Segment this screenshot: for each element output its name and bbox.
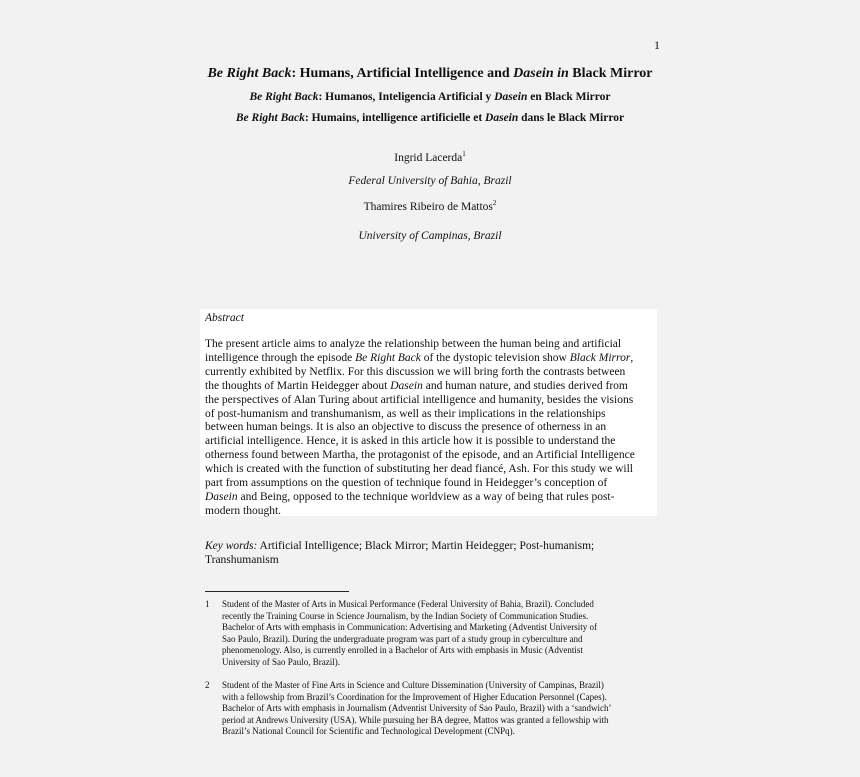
- abstract-italic: Black Mirror: [569, 351, 631, 364]
- abstract-italic: Dasein: [390, 379, 423, 392]
- footnote-line: recently the Training Course in Science Journalism, by the Indian Society of Communication Studies.: [222, 610, 589, 621]
- subtitle-fr-italic-1: Be Right Back: [235, 112, 305, 124]
- abstract-body: [205, 338, 657, 519]
- footnote-text: [222, 680, 657, 738]
- keywords: [205, 539, 657, 567]
- abstract-line: [205, 352, 657, 366]
- footnote-text: [222, 599, 657, 669]
- title-italic-1: Be Right Back: [207, 66, 292, 81]
- abstract-line: currently exhibited by Netflix. For this discussion we will bring forth the contrasts between: [205, 365, 626, 378]
- author-1-name: Ingrid Lacerda: [394, 152, 463, 164]
- paper-title: [0, 66, 860, 82]
- abstract-italic: Dasein: [205, 490, 238, 503]
- keywords-line: [205, 539, 657, 553]
- footnote-number: 1: [205, 599, 210, 609]
- subtitle-spanish: [0, 91, 860, 103]
- subtitle-fr-text-2: : Humains, intelligence artificielle et: [304, 112, 486, 124]
- footnote-separator: [205, 591, 349, 592]
- title-italic-3: Dasein in: [513, 66, 569, 81]
- abstract-line: [205, 491, 657, 505]
- abstract-text: intelligence through the episode: [205, 351, 356, 364]
- abstract-line: which is created with the function of substituting her dead fiancé, Ash. For this study we will: [205, 463, 633, 476]
- abstract-text: the thoughts of Martin Heidegger about: [205, 379, 391, 392]
- author-1-footnote-mark[interactable]: 1: [462, 150, 466, 159]
- title-text-2: : Humans, Artificial Intelligence and: [291, 66, 514, 81]
- keywords-line: Transhumanism: [205, 554, 279, 566]
- abstract-line: the perspectives of Alan Turing about artificial intelligence and humanity, besides the visions: [205, 393, 634, 406]
- footnote-line: Student of the Master of Arts in Musical Performance (Federal University of Bahia, Brazil). Concluded: [222, 599, 594, 609]
- abstract-line: artificial intelligence. Hence, it is asked in this article how it is possible to understand the: [205, 435, 616, 448]
- subtitle-es-text-4: en Black Mirror: [527, 91, 611, 103]
- subtitle-es-italic-3: Dasein: [494, 91, 528, 103]
- abstract-text: and human nature, and studies derived from: [422, 379, 628, 392]
- abstract-line: modern thought.: [205, 504, 282, 517]
- footnote-line: Sao Paulo, Brazil). During the undergraduate program was part of a study group in cyberculture and: [222, 633, 583, 644]
- abstract-line: between human beings. It is also an objective to discuss the presence of otherness in an: [205, 421, 607, 434]
- footnote-line: phenomenology. Also, is currently enrolled in a Bachelor of Arts with emphasis in Music (Adventist: [222, 645, 583, 656]
- footnote-line: Bachelor of Arts with emphasis in Journalism (Adventist University of Sao Paulo, Brazil) with a ‘sandwich’: [222, 703, 612, 714]
- subtitle-es-text-2: : Humanos, Inteligencia Artificial y: [318, 91, 495, 103]
- abstract-italic: Be Right Back: [355, 351, 421, 364]
- footnote-line: University of Sao Paulo, Brazil).: [222, 656, 340, 667]
- author-2-footnote-mark[interactable]: 2: [492, 199, 497, 208]
- footnote-line: Bachelor of Arts with emphasis in Communication: Advertising and Marketing (Adventist University of: [222, 622, 597, 633]
- subtitle-french: [0, 112, 860, 124]
- abstract-text: and Being, opposed to the technique worldview as a way of being that rules post-: [237, 490, 615, 503]
- page-number: 1: [654, 38, 660, 52]
- subtitle-fr-text-4: dans le Black Mirror: [518, 112, 625, 124]
- footnote-line: period at Andrews University (USA). While pursuing her BA degree, Mattos was granted a fellowship with: [222, 714, 609, 725]
- author-1: [0, 152, 860, 164]
- subtitle-es-italic-1: Be Right Back: [249, 91, 319, 103]
- subtitle-fr-italic-3: Dasein: [485, 112, 519, 124]
- footnote-number: 2: [205, 680, 210, 690]
- keywords-label: Key words:: [205, 540, 258, 552]
- footnote-line: Brazil’s National Council for Scientific and Technological Development (CNPq).: [222, 726, 515, 737]
- author-2: [0, 201, 860, 213]
- abstract-line: part from assumptions on the question of technique found in Heidegger’s conception of: [205, 477, 608, 490]
- keywords-text: Artificial Intelligence; Black Mirror; Martin Heidegger; Post-humanism;: [257, 540, 595, 552]
- abstract-text: of the dystopic television show: [420, 351, 570, 364]
- abstract-line: The present article aims to analyze the relationship between the human being and artificial: [205, 338, 622, 350]
- title-text-4: Black Mirror: [568, 66, 653, 81]
- abstract-text: ,: [630, 351, 634, 364]
- author-1-affiliation: Federal University of Bahia, Brazil: [348, 175, 512, 187]
- author-2-name: Thamires Ribeiro de Mattos: [363, 201, 493, 213]
- footnote-line: with a fellowship from Brazil’s Coordination for the Improvement of Higher Education Personnel (Capes).: [222, 691, 607, 702]
- footnote-line: Student of the Master of Fine Arts in Science and Culture Dissemination (University of Campinas, Brazil): [222, 680, 604, 690]
- abstract-line: [205, 380, 657, 394]
- abstract-heading: Abstract: [205, 312, 244, 324]
- abstract-line: otherness found between Martha, the protagonist of the episode, and an Artificial Intelligence: [205, 449, 635, 462]
- abstract-line: of post-humanism and transhumanism, as well as their implications in the relationships: [205, 407, 606, 420]
- author-2-affiliation: University of Campinas, Brazil: [358, 230, 502, 242]
